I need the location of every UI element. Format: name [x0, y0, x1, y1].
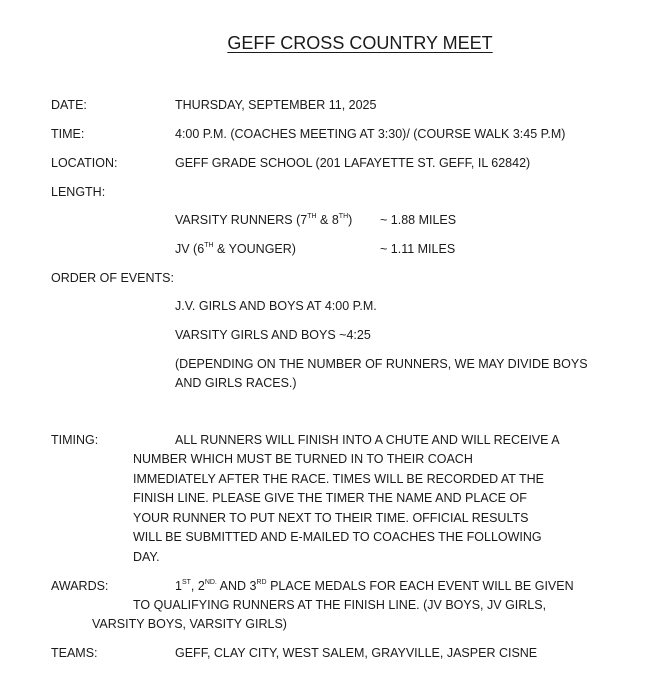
location-value: GEFF GRADE SCHOOL (201 LAFAYETTE ST. GEFF, IL 62842) [175, 156, 531, 170]
time-value: 4:00 P.M. (COACHES MEETING AT 3:30)/ (COURSE WALK 3:45 P.M) [175, 127, 566, 141]
timing-line: ALL RUNNERS WILL FINISH INTO A CHUTE AND WILL RECEIVE A [175, 433, 560, 447]
varsity-length-name: VARSITY RUNNERS (7TH & 8TH) [175, 212, 353, 227]
time-label: TIME: [51, 127, 85, 141]
location-label: LOCATION: [51, 156, 118, 170]
awards-line-2: TO QUALIFYING RUNNERS AT THE FINISH LINE. (JV BOYS, JV GIRLS, [133, 598, 547, 612]
jv-length-distance: ~ 1.11 MILES [380, 242, 456, 256]
timing-line: FINISH LINE. PLEASE GIVE THE TIMER THE NAME AND PLACE OF [133, 491, 527, 505]
order-label: ORDER OF EVENTS: [51, 271, 174, 285]
order-line-3b: AND GIRLS RACES.) [175, 376, 297, 390]
timing-label: TIMING: [51, 433, 99, 447]
timing-line: DAY. [133, 550, 160, 564]
length-label: LENGTH: [51, 185, 106, 199]
varsity-length-distance: ~ 1.88 MILES [380, 213, 457, 227]
page-title: GEFF CROSS COUNTRY MEET [227, 33, 493, 53]
awards-label: AWARDS: [51, 579, 109, 593]
teams-value: GEFF, CLAY CITY, WEST SALEM, GRAYVILLE, JASPER CISNE [175, 646, 538, 660]
timing-line: WILL BE SUBMITTED AND E-MAILED TO COACHES THE FOLLOWING [133, 530, 542, 544]
awards-line-3: VARSITY BOYS, VARSITY GIRLS) [92, 617, 287, 631]
timing-line: NUMBER WHICH MUST BE TURNED IN TO THEIR COACH [133, 452, 473, 466]
date-value: THURSDAY, SEPTEMBER 11, 2025 [175, 98, 377, 112]
teams-label: TEAMS: [51, 646, 98, 660]
order-line-2: VARSITY GIRLS AND BOYS ~4:25 [175, 328, 371, 342]
awards-line-1: 1ST, $2^{ND.}$ AND 3RD PLACE MEDALS FOR EACH EVENT WILL BE GIVEN [175, 578, 574, 593]
date-label: DATE: [51, 98, 87, 112]
timing-line: IMMEDIATELY AFTER THE RACE. TIMES WILL BE RECORDED AT THE [133, 472, 544, 486]
jv-length-name: JV (6TH & YOUNGER) [175, 241, 296, 256]
order-line-1: J.V. GIRLS AND BOYS AT 4:00 P.M. [175, 299, 377, 313]
order-line-3a: (DEPENDING ON THE NUMBER OF RUNNERS, WE MAY DIVIDE BOYS [175, 357, 588, 371]
timing-line: YOUR RUNNER TO PUT NEXT TO THEIR TIME. OFFICIAL RESULTS [133, 511, 529, 525]
